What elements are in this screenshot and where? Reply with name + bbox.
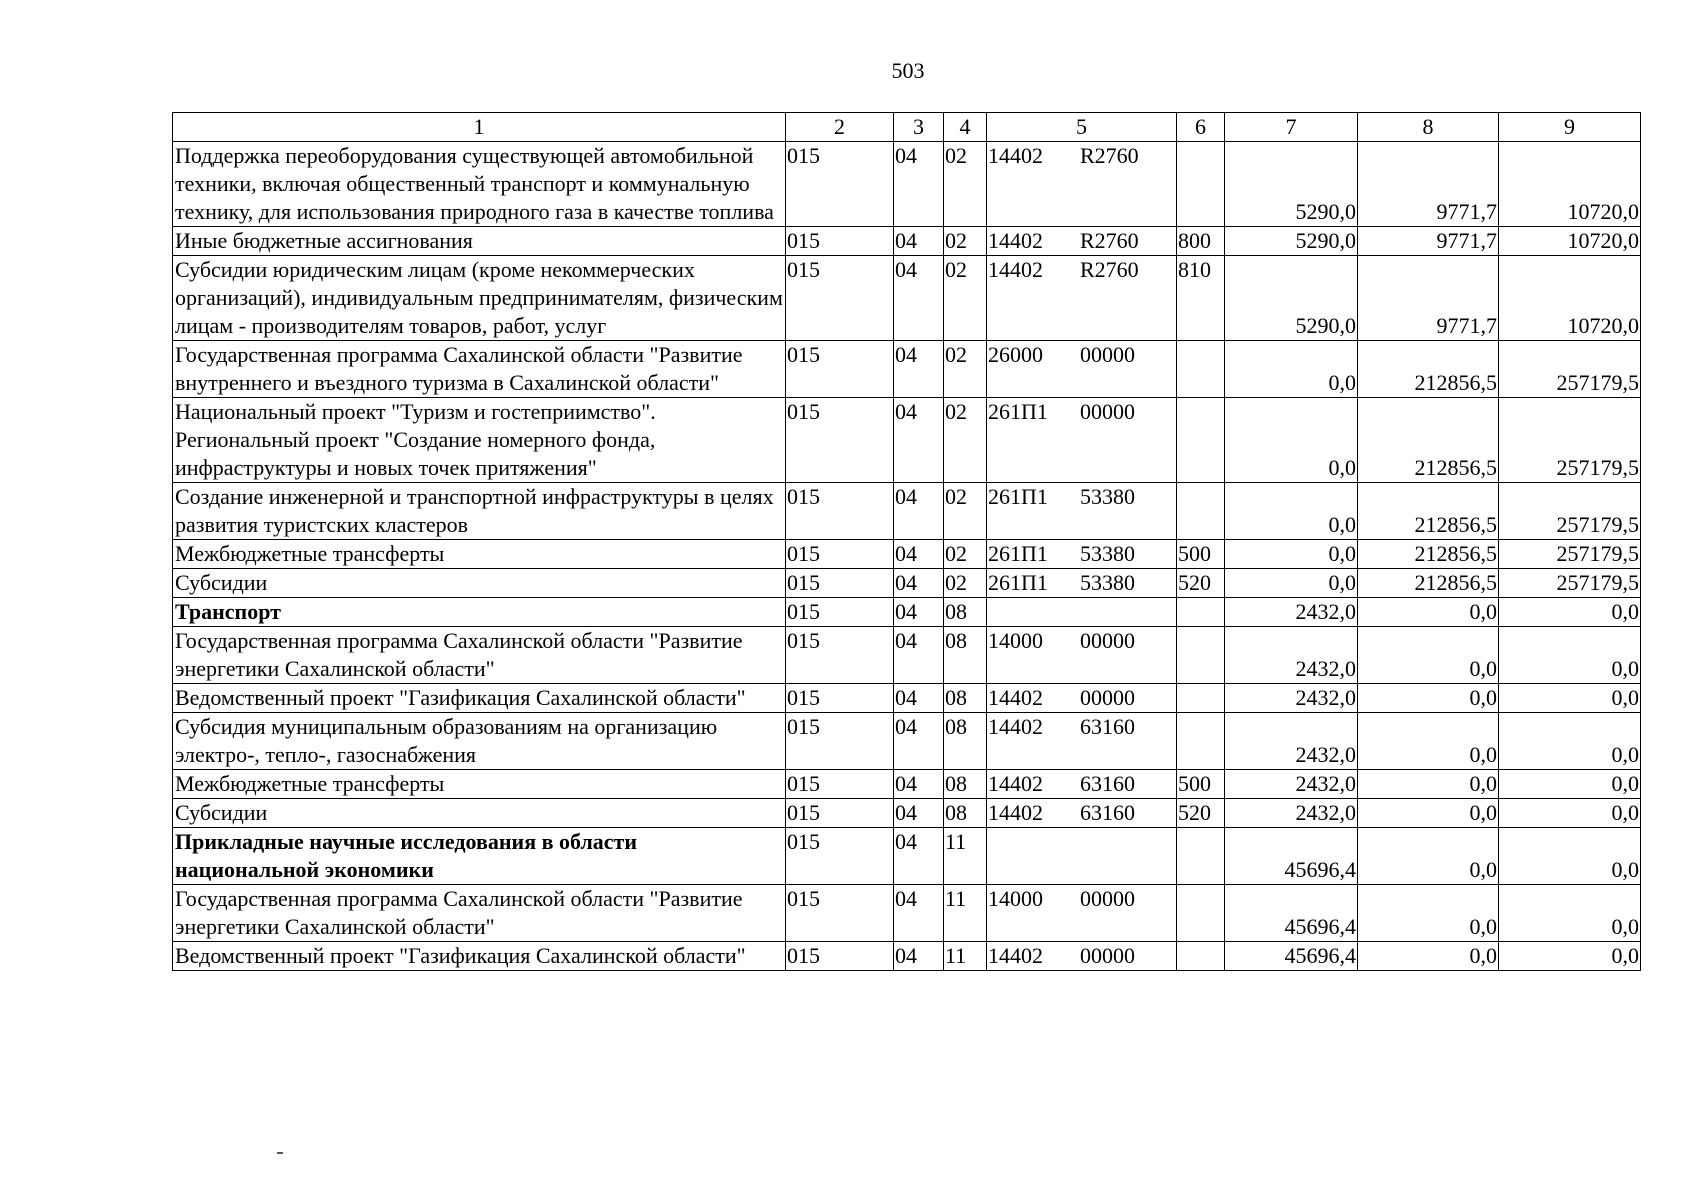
row-name-cell: Ведомственный проект "Газификация Сахалинской области" — [173, 684, 786, 713]
target-article-program: 14402 — [988, 143, 1043, 168]
amount-cell-9: 257179,5 — [1499, 569, 1641, 598]
subsection-code-cell: 11 — [944, 942, 987, 971]
target-article-program: 14402 — [988, 257, 1043, 282]
target-article-direction: 53380 — [1080, 570, 1135, 595]
amount-cell-9: 0,0 — [1499, 598, 1641, 627]
target-article-direction: 00000 — [1080, 399, 1135, 424]
table-row — [173, 483, 1641, 540]
row-name-cell: Национальный проект "Туризм и гостеприимство". Региональный проект "Создание номерного фонда, инфраструктуры и новых точек притяжения" — [173, 398, 786, 483]
amount-cell-9: 10720,0 — [1499, 227, 1641, 256]
row-name-cell: Прикладные научные исследования в области национальной экономики — [173, 828, 786, 885]
row-name-cell: Создание инженерной и транспортной инфраструктуры в целях развития туристских кластеров — [173, 483, 786, 540]
ministry-code-cell: 015 — [786, 770, 894, 799]
header-cell: 6 — [1177, 113, 1225, 142]
subsection-code-cell: 02 — [944, 540, 987, 569]
amount-cell-7: 0,0 — [1225, 540, 1358, 569]
amount-cell-7: 45696,4 — [1225, 828, 1358, 885]
target-article-cell — [987, 256, 1177, 341]
subsection-code-cell: 08 — [944, 598, 987, 627]
ministry-code-cell: 015 — [786, 569, 894, 598]
ministry-code-cell: 015 — [786, 598, 894, 627]
amount-cell-7: 2432,0 — [1225, 598, 1358, 627]
budget-table — [172, 112, 1641, 971]
table-body — [173, 142, 1641, 971]
expense-type-cell — [1177, 598, 1225, 627]
ministry-code-cell: 015 — [786, 684, 894, 713]
amount-cell-7: 0,0 — [1225, 569, 1358, 598]
ministry-code-cell: 015 — [786, 713, 894, 770]
row-name-cell: Субсидия муниципальным образованиям на организацию электро-, тепло-, газоснабжения — [173, 713, 786, 770]
target-article-cell — [987, 828, 1177, 885]
header-cell: 3 — [894, 113, 944, 142]
section-code-cell: 04 — [894, 227, 944, 256]
section-code-cell: 04 — [894, 684, 944, 713]
subsection-code-cell: 02 — [944, 227, 987, 256]
target-article-direction: R2760 — [1080, 257, 1139, 282]
subsection-code-cell: 11 — [944, 828, 987, 885]
amount-cell-9: 0,0 — [1499, 828, 1641, 885]
target-article-cell — [987, 770, 1177, 799]
amount-cell-8: 0,0 — [1358, 684, 1499, 713]
target-article-direction: 00000 — [1080, 342, 1135, 367]
target-article-program: 14402 — [988, 800, 1043, 825]
ministry-code-cell: 015 — [786, 142, 894, 227]
ministry-code-cell: 015 — [786, 227, 894, 256]
target-article-program: 14000 — [988, 628, 1043, 653]
amount-cell-7: 5290,0 — [1225, 256, 1358, 341]
section-code-cell: 04 — [894, 142, 944, 227]
row-name-cell: Субсидии юридическим лицам (кроме некоммерческих организаций), индивидуальным предпринимателям, физическим лицам - производителям товаров, работ, услуг — [173, 256, 786, 341]
section-code-cell: 04 — [894, 483, 944, 540]
row-name-cell: Ведомственный проект "Газификация Сахалинской области" — [173, 942, 786, 971]
amount-cell-9: 257179,5 — [1499, 341, 1641, 398]
table-row — [173, 713, 1641, 770]
amount-cell-8: 9771,7 — [1358, 142, 1499, 227]
expense-type-cell — [1177, 713, 1225, 770]
amount-cell-9: 0,0 — [1499, 799, 1641, 828]
amount-cell-8: 9771,7 — [1358, 256, 1499, 341]
amount-cell-9: 10720,0 — [1499, 142, 1641, 227]
subsection-code-cell: 08 — [944, 684, 987, 713]
row-name-cell: Государственная программа Сахалинской области "Развитие внутреннего и въездного туризма в Сахалинской области" — [173, 341, 786, 398]
header-cell: 9 — [1499, 113, 1641, 142]
page-number: 503 — [891, 58, 925, 83]
header-cell: 8 — [1358, 113, 1499, 142]
amount-cell-9: 0,0 — [1499, 885, 1641, 942]
header-cell: 5 — [987, 113, 1177, 142]
table-row — [173, 540, 1641, 569]
target-article-cell — [987, 885, 1177, 942]
target-article-cell — [987, 569, 1177, 598]
target-article-cell — [987, 684, 1177, 713]
target-article-cell — [987, 713, 1177, 770]
target-article-direction: 63160 — [1080, 714, 1135, 739]
amount-cell-8: 0,0 — [1358, 799, 1499, 828]
expense-type-cell — [1177, 483, 1225, 540]
target-article-program: 14402 — [988, 685, 1043, 710]
target-article-direction: R2760 — [1080, 228, 1139, 253]
table-row — [173, 885, 1641, 942]
expense-type-cell — [1177, 828, 1225, 885]
expense-type-cell — [1177, 942, 1225, 971]
table-row — [173, 227, 1641, 256]
table-row — [173, 828, 1641, 885]
section-code-cell: 04 — [894, 256, 944, 341]
section-code-cell: 04 — [894, 341, 944, 398]
amount-cell-9: 257179,5 — [1499, 398, 1641, 483]
header-cell: 4 — [944, 113, 987, 142]
amount-cell-7: 45696,4 — [1225, 942, 1358, 971]
header-row — [173, 113, 1641, 142]
amount-cell-8: 0,0 — [1358, 770, 1499, 799]
amount-cell-7: 0,0 — [1225, 483, 1358, 540]
subsection-code-cell: 08 — [944, 627, 987, 684]
section-code-cell: 04 — [894, 569, 944, 598]
target-article-direction: R2760 — [1080, 143, 1139, 168]
expense-type-cell: 800 — [1177, 227, 1225, 256]
subsection-code-cell: 08 — [944, 770, 987, 799]
amount-cell-8: 212856,5 — [1358, 569, 1499, 598]
row-name-cell: Государственная программа Сахалинской области "Развитие энергетики Сахалинской области" — [173, 627, 786, 684]
expense-type-cell: 520 — [1177, 569, 1225, 598]
target-article-program: 14402 — [988, 771, 1043, 796]
subsection-code-cell: 02 — [944, 569, 987, 598]
amount-cell-9: 257179,5 — [1499, 540, 1641, 569]
amount-cell-7: 5290,0 — [1225, 142, 1358, 227]
section-code-cell: 04 — [894, 942, 944, 971]
target-article-cell — [987, 627, 1177, 684]
row-name-cell: Транспорт — [173, 598, 786, 627]
amount-cell-7: 0,0 — [1225, 398, 1358, 483]
section-code-cell: 04 — [894, 627, 944, 684]
table-row — [173, 942, 1641, 971]
target-article-cell — [987, 540, 1177, 569]
target-article-cell — [987, 341, 1177, 398]
ministry-code-cell: 015 — [786, 398, 894, 483]
target-article-cell — [987, 398, 1177, 483]
target-article-cell — [987, 483, 1177, 540]
amount-cell-9: 0,0 — [1499, 942, 1641, 971]
amount-cell-9: 0,0 — [1499, 770, 1641, 799]
expense-type-cell: 500 — [1177, 770, 1225, 799]
target-article-cell — [987, 942, 1177, 971]
subsection-code-cell: 02 — [944, 341, 987, 398]
target-article-program: 261П1 — [988, 541, 1048, 566]
section-code-cell: 04 — [894, 885, 944, 942]
row-name-cell: Межбюджетные трансферты — [173, 540, 786, 569]
target-article-program: 14402 — [988, 943, 1043, 968]
expense-type-cell — [1177, 885, 1225, 942]
subsection-code-cell: 08 — [944, 713, 987, 770]
target-article-program: 14000 — [988, 886, 1043, 911]
target-article-direction: 53380 — [1080, 484, 1135, 509]
row-name-cell: Иные бюджетные ассигнования — [173, 227, 786, 256]
amount-cell-7: 2432,0 — [1225, 713, 1358, 770]
expense-type-cell — [1177, 341, 1225, 398]
amount-cell-8: 212856,5 — [1358, 540, 1499, 569]
expense-type-cell — [1177, 398, 1225, 483]
amount-cell-8: 212856,5 — [1358, 341, 1499, 398]
ministry-code-cell: 015 — [786, 885, 894, 942]
amount-cell-9: 10720,0 — [1499, 256, 1641, 341]
subsection-code-cell: 08 — [944, 799, 987, 828]
target-article-cell — [987, 799, 1177, 828]
ministry-code-cell: 015 — [786, 828, 894, 885]
amount-cell-7: 2432,0 — [1225, 799, 1358, 828]
target-article-direction: 00000 — [1080, 628, 1135, 653]
table-row — [173, 142, 1641, 227]
target-article-cell — [987, 142, 1177, 227]
amount-cell-8: 212856,5 — [1358, 398, 1499, 483]
header-cell: 7 — [1225, 113, 1358, 142]
table-row — [173, 256, 1641, 341]
expense-type-cell — [1177, 627, 1225, 684]
ministry-code-cell: 015 — [786, 483, 894, 540]
section-code-cell: 04 — [894, 828, 944, 885]
subsection-code-cell: 02 — [944, 483, 987, 540]
row-name-cell: Поддержка переоборудования существующей автомобильной техники, включая общественный транспорт и коммунальную технику, для использования природного газа в качестве топлива — [173, 142, 786, 227]
amount-cell-7: 45696,4 — [1225, 885, 1358, 942]
subsection-code-cell: 11 — [944, 885, 987, 942]
target-article-program: 26000 — [988, 342, 1043, 367]
row-name-cell: Межбюджетные трансферты — [173, 770, 786, 799]
scan-mark — [277, 1152, 283, 1154]
target-article-cell — [987, 227, 1177, 256]
expense-type-cell: 500 — [1177, 540, 1225, 569]
table-row — [173, 799, 1641, 828]
expense-type-cell — [1177, 142, 1225, 227]
target-article-direction: 63160 — [1080, 771, 1135, 796]
amount-cell-8: 0,0 — [1358, 885, 1499, 942]
target-article-cell — [987, 598, 1177, 627]
amount-cell-7: 2432,0 — [1225, 770, 1358, 799]
amount-cell-8: 0,0 — [1358, 828, 1499, 885]
amount-cell-8: 212856,5 — [1358, 483, 1499, 540]
target-article-program: 261П1 — [988, 399, 1048, 424]
row-name-cell: Субсидии — [173, 799, 786, 828]
target-article-program: 14402 — [988, 228, 1043, 253]
amount-cell-8: 0,0 — [1358, 942, 1499, 971]
expense-type-cell: 810 — [1177, 256, 1225, 341]
target-article-direction: 00000 — [1080, 943, 1135, 968]
table-row — [173, 569, 1641, 598]
expense-type-cell: 520 — [1177, 799, 1225, 828]
ministry-code-cell: 015 — [786, 799, 894, 828]
table-row — [173, 341, 1641, 398]
header-cell: 1 — [173, 113, 786, 142]
target-article-program: 261П1 — [988, 484, 1048, 509]
amount-cell-9: 0,0 — [1499, 627, 1641, 684]
section-code-cell: 04 — [894, 713, 944, 770]
amount-cell-7: 0,0 — [1225, 341, 1358, 398]
amount-cell-7: 5290,0 — [1225, 227, 1358, 256]
amount-cell-8: 0,0 — [1358, 713, 1499, 770]
target-article-direction: 00000 — [1080, 886, 1135, 911]
amount-cell-9: 0,0 — [1499, 684, 1641, 713]
target-article-program: 14402 — [988, 714, 1043, 739]
amount-cell-7: 2432,0 — [1225, 684, 1358, 713]
section-code-cell: 04 — [894, 598, 944, 627]
amount-cell-8: 0,0 — [1358, 627, 1499, 684]
section-code-cell: 04 — [894, 398, 944, 483]
amount-cell-9: 257179,5 — [1499, 483, 1641, 540]
row-name-cell: Субсидии — [173, 569, 786, 598]
amount-cell-8: 0,0 — [1358, 598, 1499, 627]
ministry-code-cell: 015 — [786, 627, 894, 684]
expense-type-cell — [1177, 684, 1225, 713]
target-article-direction: 63160 — [1080, 800, 1135, 825]
ministry-code-cell: 015 — [786, 942, 894, 971]
amount-cell-9: 0,0 — [1499, 713, 1641, 770]
table-row — [173, 770, 1641, 799]
subsection-code-cell: 02 — [944, 256, 987, 341]
table-row — [173, 627, 1641, 684]
amount-cell-8: 9771,7 — [1358, 227, 1499, 256]
section-code-cell: 04 — [894, 540, 944, 569]
section-code-cell: 04 — [894, 770, 944, 799]
ministry-code-cell: 015 — [786, 540, 894, 569]
subsection-code-cell: 02 — [944, 142, 987, 227]
amount-cell-7: 2432,0 — [1225, 627, 1358, 684]
row-name-cell: Государственная программа Сахалинской области "Развитие энергетики Сахалинской области" — [173, 885, 786, 942]
ministry-code-cell: 015 — [786, 341, 894, 398]
ministry-code-cell: 015 — [786, 256, 894, 341]
target-article-direction: 53380 — [1080, 541, 1135, 566]
target-article-program: 261П1 — [988, 570, 1048, 595]
header-cell: 2 — [786, 113, 894, 142]
table-row — [173, 598, 1641, 627]
target-article-direction: 00000 — [1080, 685, 1135, 710]
table-row — [173, 684, 1641, 713]
table-row — [173, 398, 1641, 483]
section-code-cell: 04 — [894, 799, 944, 828]
subsection-code-cell: 02 — [944, 398, 987, 483]
